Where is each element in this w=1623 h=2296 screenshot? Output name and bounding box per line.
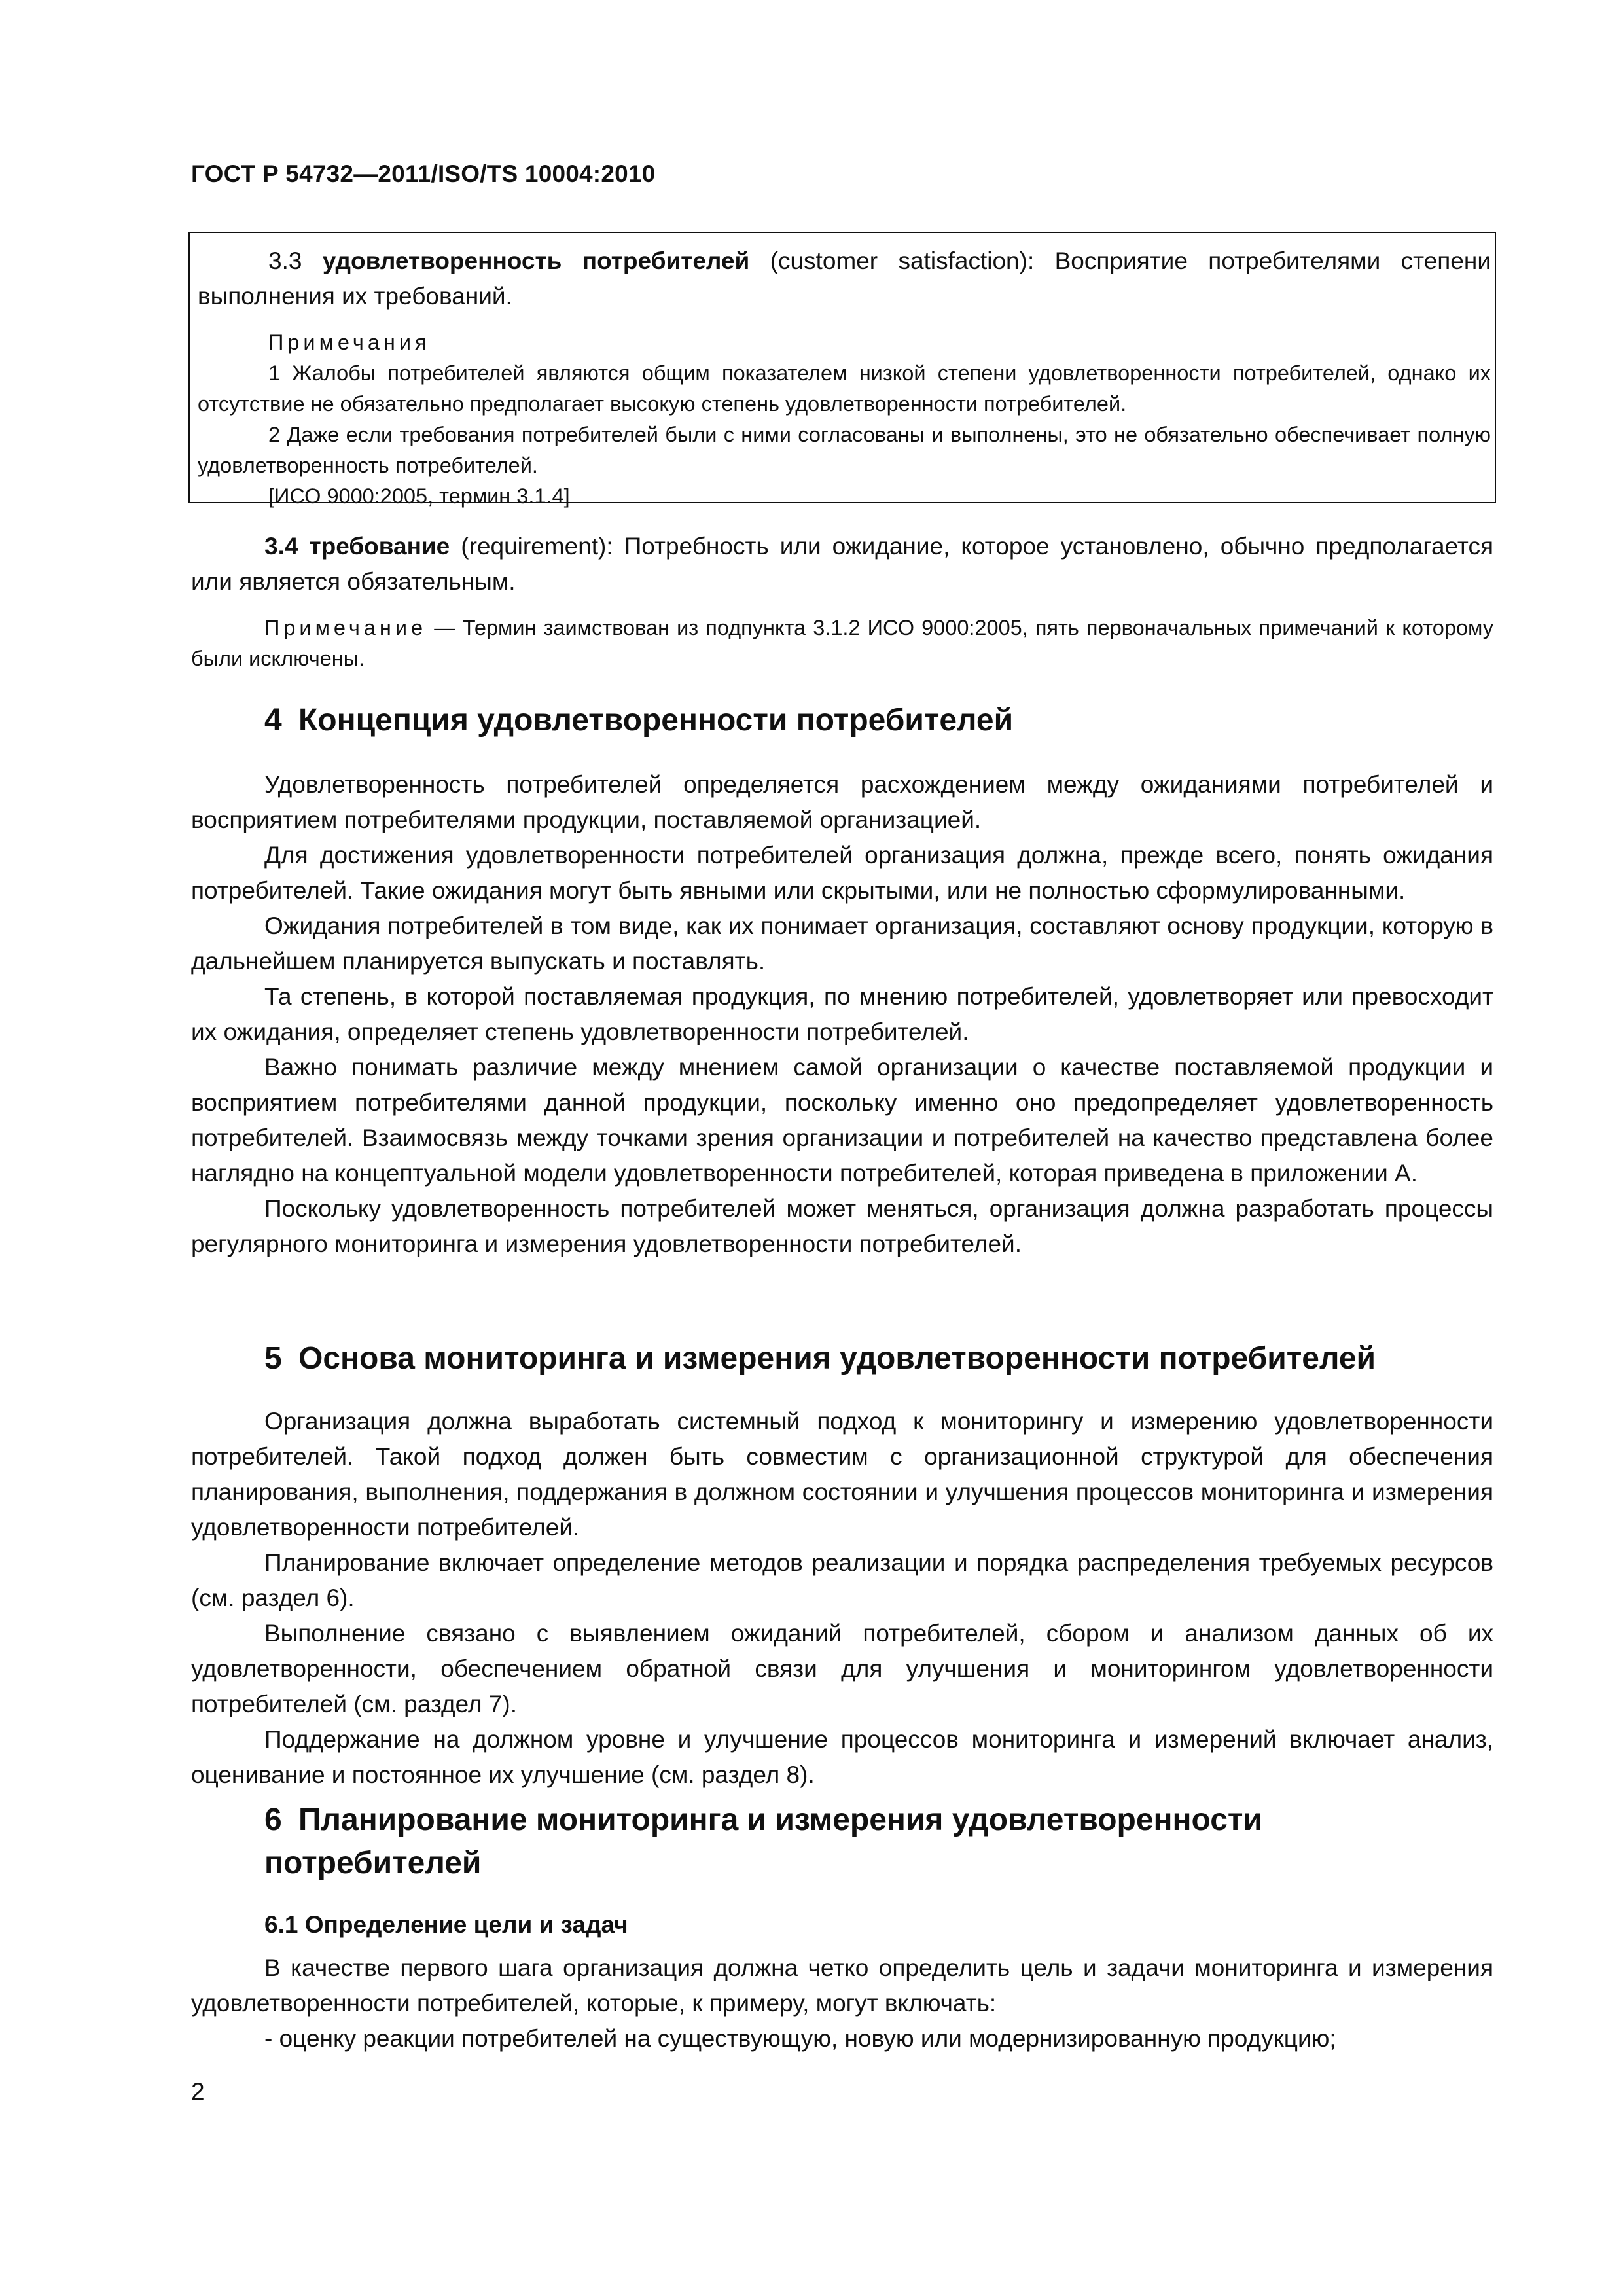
subsection-6-1-number: 6.1 [264,1911,298,1938]
term-3-4-note-text: — Термин заимствован из подпункта 3.1.2 ИСО 9000:2005, пять первоначальных примечаний к которому были исключены. [191,616,1493,670]
term-3-4-definition-text: (requirement): Потребность или ожидание, которое установлено, обычно предполагается или является обязательным. [191,533,1493,595]
section-4-title: Концепция удовлетворенности потребителей [298,703,1014,738]
term-3-3-definition [198,243,1491,314]
term-3-4-term: требование [309,533,450,560]
section-4-paragraph: Поскольку удовлетворенность потребителей может меняться, организация должна разработать процессы регулярного мониторинга и измерения удовлетворенности потребителей. [191,1195,1493,1257]
section-5-paragraph: Планирование включает определение методов реализации и порядка распределения требуемых ресурсов (см. раздел 6). [191,1549,1493,1611]
section-4-number: 4 [264,703,282,738]
section-4-heading [191,699,1493,742]
page-number: 2 [191,2078,205,2105]
subsection-6-1-heading [191,1907,1493,1943]
section-4 [191,699,1493,1262]
section-6-title-line-2: потребителей [264,1846,482,1880]
document-code-header: ГОСТ Р 54732—2011/ISO/TS 10004:2010 [191,160,656,187]
section-5-heading [191,1337,1493,1380]
section-6-number: 6 [264,1803,282,1837]
term-3-3-source: [ИСО 9000:2005, термин 3.1.4] [268,484,570,508]
section-5-number: 5 [264,1341,282,1376]
section-5 [191,1337,1493,1793]
term-3-4-definition [191,529,1493,600]
section-4-paragraph: Важно понимать различие между мнением самой организации о качестве поставляемой продукции и восприятием потребителями данной продукции, поскольку именно оно предопределяет удовлетворенность потребителей. Взаимосвязь между точками зрения организации и потребителей на качество представлена более наглядно на концептуальной модели удовлетворенности потребителей, которая приведена в приложении А. [191,1054,1493,1187]
term-3-3-definition-text: (customer satisfaction): Восприятие потребителями степени выполнения их требований. [198,247,1491,310]
section-5-paragraph: Поддержание на должном уровне и улучшение процессов мониторинга и измерений включает анализ, оценивание и постоянное их улучшение (см. раздел 8). [191,1726,1493,1788]
term-3-4-block [191,529,1493,674]
term-3-3-note-1: 1 Жалобы потребителей являются общим показателем низкой степени удовлетворенности потребителей, однако их отсутствие не обязательно предполагает высокую степень удовлетворенности потребителей. [198,361,1491,416]
term-3-4-number: 3.4 [264,533,298,560]
section-6-paragraph: В качестве первого шага организация должна четко определить цель и задачи мониторинга и измерения удовлетворенности потребителей, которые, к примеру, могут включать: [191,1954,1493,2017]
section-5-title: Основа мониторинга и измерения удовлетворенности потребителей [298,1341,1376,1376]
subsection-6-1-title: Определение цели и задач [304,1911,628,1938]
section-5-paragraph: Организация должна выработать системный подход к мониторингу и измерению удовлетворенности потребителей. Такой подход должен быть совместим с организационной структурой для обеспечения планирования, выполнения, поддержания в должном состоянии и улучшения процессов мониторинга и измерения удовлетворенности потребителей. [191,1408,1493,1541]
term-3-4-note-label: Примечание [264,616,427,639]
section-5-paragraph: Выполнение связано с выявлением ожиданий потребителей, сбором и анализом данных об их удовлетворенности, обеспечением обратной связи для улучшения и мониторингом удовлетворенности потребителей (см. раздел 7). [191,1620,1493,1717]
section-6 [191,1799,1493,2056]
term-3-3-term: удовлетворенность потребителей [322,247,750,274]
section-6-list-item: - оценку реакции потребителей на существующую, новую или модернизированную продукцию; [264,2025,1336,2052]
section-6-heading [191,1799,1493,1885]
section-4-paragraph: Та степень, в которой поставляемая продукция, по мнению потребителей, удовлетворяет или превосходит их ожидания, определяет степень удовлетворенности потребителей. [191,983,1493,1045]
section-4-paragraph: Ожидания потребителей в том виде, как их понимает организация, составляют основу продукции, которую в дальнейшем планируется выпускать и поставлять. [191,912,1493,975]
term-3-4-note [191,613,1493,674]
term-3-3-notes-title: Примечания [268,331,431,354]
term-3-3-box [188,232,1496,508]
term-3-3-note-2: 2 Даже если требования потребителей были с ними согласованы и выполнены, это не обязательно обеспечивает полную удовлетворенность потребителей. [198,423,1491,477]
section-4-paragraph: Для достижения удовлетворенности потребителей организация должна, прежде всего, понять ожидания потребителей. Такие ожидания могут быть явными или скрытыми, или не полностью сформулированными. [191,842,1493,904]
section-6-title-line-1: Планирование мониторинга и измерения удовлетворенности [298,1803,1262,1837]
section-4-paragraph: Удовлетворенность потребителей определяется расхождением между ожиданиями потребителей и восприятием потребителями продукции, поставляемой организацией. [191,771,1493,833]
term-3-3-number: 3.3 [268,247,302,274]
